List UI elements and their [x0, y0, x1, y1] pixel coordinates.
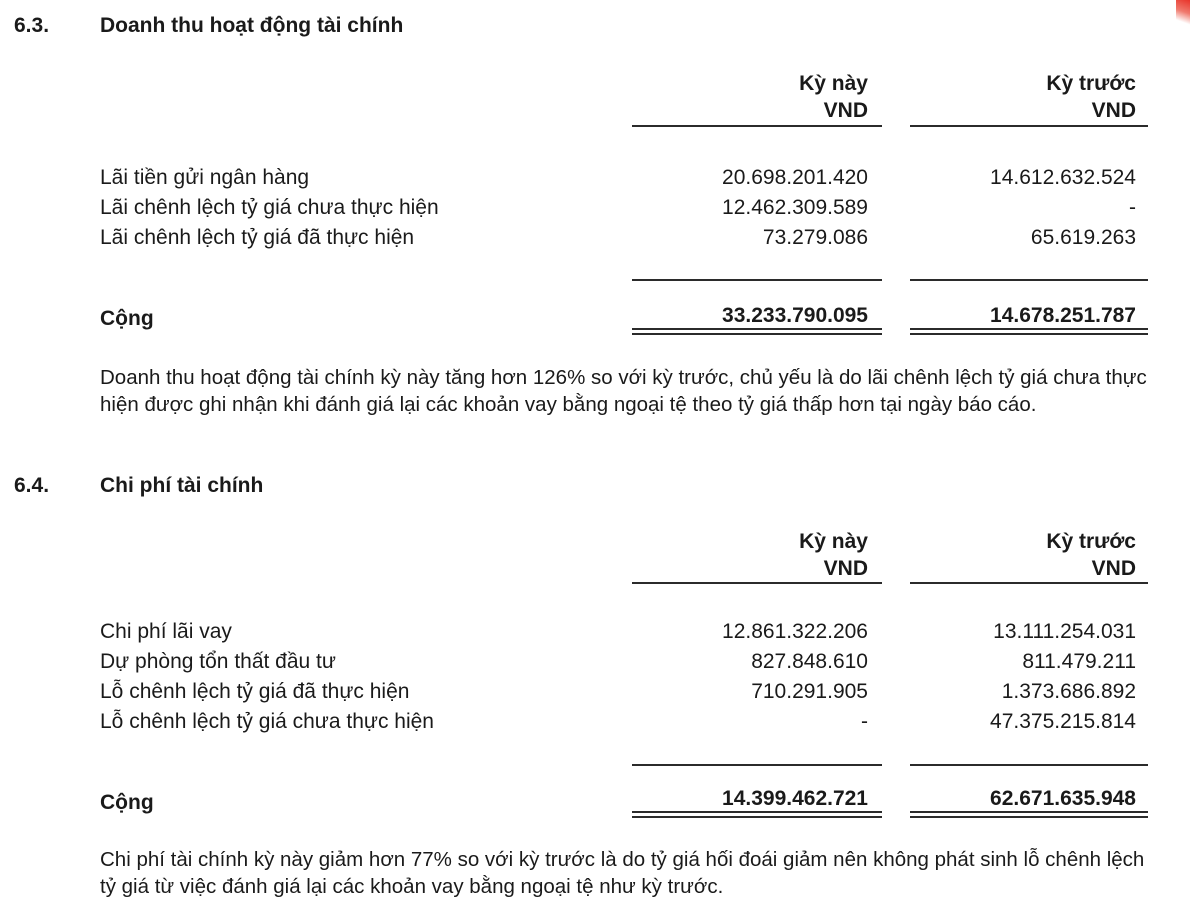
- header-unit: VND: [1091, 99, 1136, 122]
- row-value-current: 20.698.201.420: [722, 166, 868, 189]
- row-value-prior: 47.375.215.814: [990, 710, 1136, 733]
- row-value-prior: 13.111.254.031: [993, 620, 1136, 643]
- subtotal-rule: [632, 279, 882, 281]
- header-unit: VND: [823, 99, 868, 122]
- total-double-rule: [910, 328, 1148, 335]
- total-label: Cộng: [100, 307, 154, 330]
- row-value-current: 12.861.322.206: [722, 620, 868, 643]
- section-number: 6.3.: [14, 14, 50, 37]
- row-value-current: 73.279.086: [762, 226, 868, 249]
- section-number: 6.4.: [14, 474, 50, 497]
- row-value-current: 12.462.309.589: [722, 196, 868, 219]
- section-note: Doanh thu hoạt động tài chính kỳ này tăng hơn 126% so với kỳ trước, chủ yếu là do lãi chênh lệch tỷ giá chưa thực hiện được ghi nhận khi đánh giá lại các khoản vay bằng ngoại tệ theo tỷ giá thấp hơn tại ngày báo cáo.: [100, 366, 1147, 416]
- row-label: Lỗ chênh lệch tỷ giá đã thực hiện: [100, 680, 410, 703]
- section-title: Chi phí tài chính: [100, 474, 264, 497]
- total-double-rule: [632, 328, 882, 335]
- header-label: Kỳ trước: [1046, 530, 1136, 553]
- row-value-prior: 65.619.263: [1030, 226, 1136, 249]
- column-header-prior: [1046, 528, 1136, 582]
- total-label: Cộng: [100, 791, 154, 814]
- header-rule: [632, 582, 882, 584]
- total-double-rule: [632, 811, 882, 818]
- row-label: Lãi chênh lệch tỷ giá đã thực hiện: [100, 226, 415, 249]
- header-unit: VND: [823, 557, 868, 580]
- header-unit: VND: [1091, 557, 1136, 580]
- column-header-current: [799, 528, 868, 582]
- column-header-current: [799, 70, 868, 124]
- row-value-prior: 1.373.686.892: [1001, 680, 1136, 703]
- corner-mark: [1176, 0, 1190, 26]
- total-prior: 14.678.251.787: [990, 304, 1136, 327]
- row-value-current: 827.848.610: [751, 650, 868, 673]
- row-value-prior: 811.479.211: [1022, 650, 1136, 673]
- header-label: Kỳ này: [799, 530, 868, 553]
- row-label: Lãi tiền gửi ngân hàng: [100, 166, 310, 189]
- row-value-prior: -: [1129, 196, 1136, 219]
- row-label: Lãi chênh lệch tỷ giá chưa thực hiện: [100, 196, 439, 219]
- total-current: 14.399.462.721: [722, 787, 868, 810]
- row-label: Dự phòng tổn thất đầu tư: [100, 650, 336, 673]
- row-value-current: 710.291.905: [751, 680, 868, 703]
- header-rule: [910, 582, 1148, 584]
- subtotal-rule: [910, 279, 1148, 281]
- total-double-rule: [910, 811, 1148, 818]
- section-title: Doanh thu hoạt động tài chính: [100, 14, 404, 37]
- row-label: Lỗ chênh lệch tỷ giá chưa thực hiện: [100, 710, 434, 733]
- header-rule: [910, 125, 1148, 127]
- subtotal-rule: [910, 764, 1148, 766]
- total-prior: 62.671.635.948: [990, 787, 1136, 810]
- header-rule: [632, 125, 882, 127]
- header-label: Kỳ này: [799, 72, 868, 95]
- header-label: Kỳ trước: [1046, 72, 1136, 95]
- total-current: 33.233.790.095: [722, 304, 868, 327]
- row-value-current: -: [861, 710, 868, 733]
- subtotal-rule: [632, 764, 882, 766]
- row-label: Chi phí lãi vay: [100, 620, 232, 643]
- section-note: Chi phí tài chính kỳ này giảm hơn 77% so với kỳ trước là do tỷ giá hối đoái giảm nên không phát sinh lỗ chênh lệch tỷ giá từ việc đánh giá lại các khoản vay bằng ngoại tệ như kỳ trước.: [100, 848, 1145, 898]
- column-header-prior: [1046, 70, 1136, 124]
- row-value-prior: 14.612.632.524: [990, 166, 1136, 189]
